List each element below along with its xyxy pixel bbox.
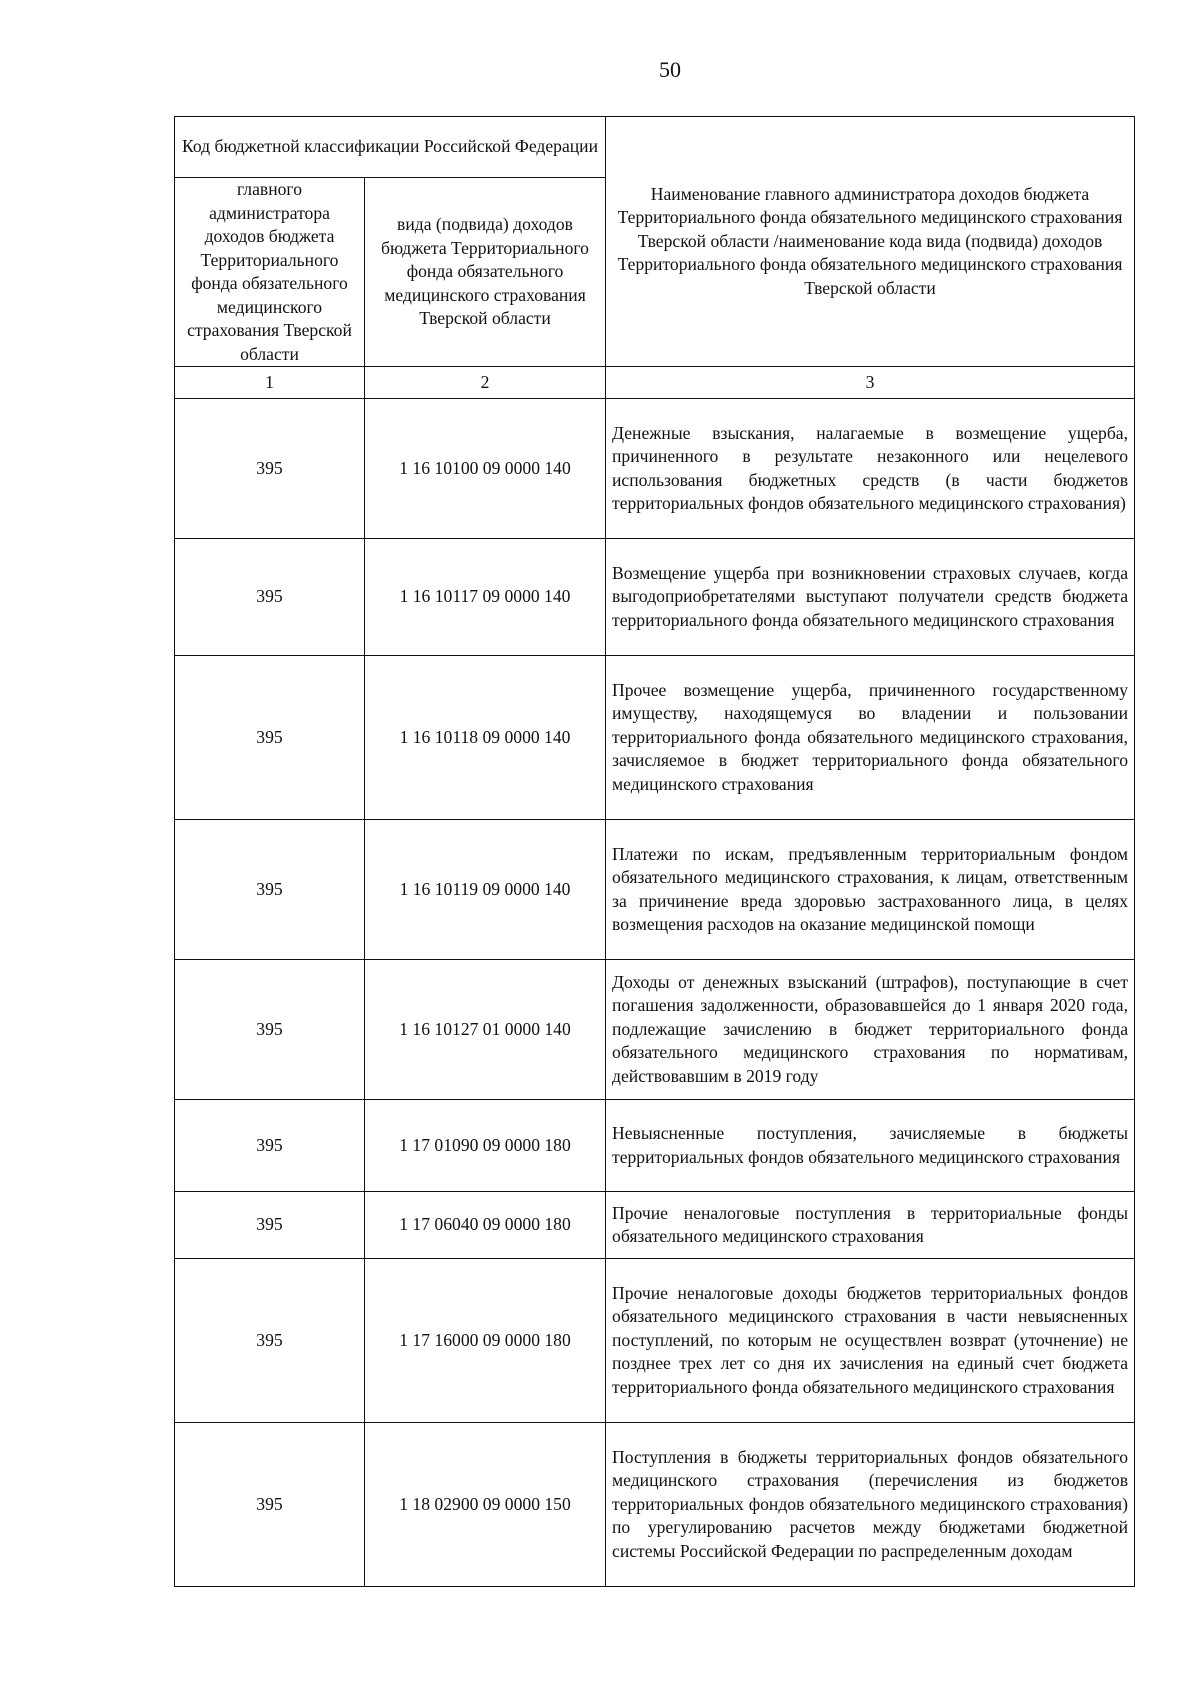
income-name-cell: Прочие неналоговые поступления в территориальные фонды обязательного медицинского страхования [606,1192,1135,1259]
table-row [175,1259,1135,1423]
income-name-cell: Поступления в бюджеты территориальных фондов обязательного медицинского страхования (перечисления из бюджетов территориальных фондов обязательного медицинского страхования) по урегулированию расчетов между бюджетами бюджетной системы Российской Федерации по распределенным доходам [606,1423,1135,1587]
table-row [175,539,1135,656]
kind-code-cell: 1 16 10119 09 0000 140 [365,820,606,960]
admin-code-cell: 395 [175,399,365,539]
kind-code-cell: 1 16 10127 01 0000 140 [365,960,606,1100]
admin-code-cell: 395 [175,960,365,1100]
admin-code-cell: 395 [175,1259,365,1423]
table-row [175,960,1135,1100]
column-number: 1 [175,367,365,399]
table-body [175,399,1135,1587]
table-row [175,399,1135,539]
kind-code-cell: 1 16 10118 09 0000 140 [365,656,606,820]
income-name-cell: Денежные взыскания, налагаемые в возмещение ущерба, причиненного в результате незаконного или нецелевого использования бюджетных средств (в части бюджетов территориальных фондов обязательного медицинского страхования) [606,399,1135,539]
table-row [175,1100,1135,1192]
income-name-cell: Невыясненные поступления, зачисляемые в бюджеты территориальных фондов обязательного медицинского страхования [606,1100,1135,1192]
table-row [175,1192,1135,1259]
header-name-column: Наименование главного администратора доходов бюджета Территориального фонда обязательного медицинского страхования Тверской области /наименование кода вида (подвида) доходов Территориального фонда обязательного медицинского страхования Тверской области [606,117,1135,367]
column-number-row [175,367,1135,399]
kind-code-cell: 1 18 02900 09 0000 150 [365,1423,606,1587]
income-name-cell: Прочие неналоговые доходы бюджетов территориальных фондов обязательного медицинского страхования в части невыясненных поступлений, по которым не осуществлен возврат (уточнение) не позднее трех лет со дня их зачисления на единый счет бюджета территориального фонда обязательного медицинского страхования [606,1259,1135,1423]
header-code-group: Код бюджетной классификации Российской Федерации [175,117,606,178]
admin-code-cell: 395 [175,1423,365,1587]
admin-code-cell: 395 [175,656,365,820]
page-number: 50 [659,57,681,82]
table-row [175,656,1135,820]
income-name-cell: Прочее возмещение ущерба, причиненного государственному имуществу, находящемуся во владении и пользовании территориального фонда обязательного медицинского страхования, зачисляемое в бюджет территориального фонда обязательного медицинского страхования [606,656,1135,820]
kind-code-cell: 1 17 06040 09 0000 180 [365,1192,606,1259]
admin-code-cell: 395 [175,539,365,656]
header-kind-code-column: вида (подвида) доходов бюджета Территориального фонда обязательного медицинского страхования Тверской области [365,178,606,367]
column-number: 2 [365,367,606,399]
table-header [175,117,1135,399]
header-admin-code-column: главного администратора доходов бюджета Территориального фонда обязательного медицинского страхования Тверской области [175,178,365,367]
admin-code-cell: 395 [175,820,365,960]
admin-code-cell: 395 [175,1100,365,1192]
table-row [175,820,1135,960]
column-number: 3 [606,367,1135,399]
kind-code-cell: 1 17 01090 09 0000 180 [365,1100,606,1192]
kind-code-cell: 1 17 16000 09 0000 180 [365,1259,606,1423]
table-row [175,1423,1135,1587]
admin-code-cell: 395 [175,1192,365,1259]
income-name-cell: Платежи по искам, предъявленным территориальным фондом обязательного медицинского страхования, к лицам, ответственным за причинение вреда здоровью застрахованного лица, в целях возмещения расходов на оказание медицинской помощи [606,820,1135,960]
kind-code-cell: 1 16 10100 09 0000 140 [365,399,606,539]
income-name-cell: Возмещение ущерба при возникновении страховых случаев, когда выгодоприобретателями выступают получатели средств бюджета территориального фонда обязательного медицинского страхования [606,539,1135,656]
income-name-cell: Доходы от денежных взысканий (штрафов), поступающие в счет погашения задолженности, образовавшейся до 1 января 2020 года, подлежащие зачислению в бюджет территориального фонда обязательного медицинского страхования по нормативам, действовавшим в 2019 году [606,960,1135,1100]
budget-classification-table [174,116,1135,1587]
kind-code-cell: 1 16 10117 09 0000 140 [365,539,606,656]
